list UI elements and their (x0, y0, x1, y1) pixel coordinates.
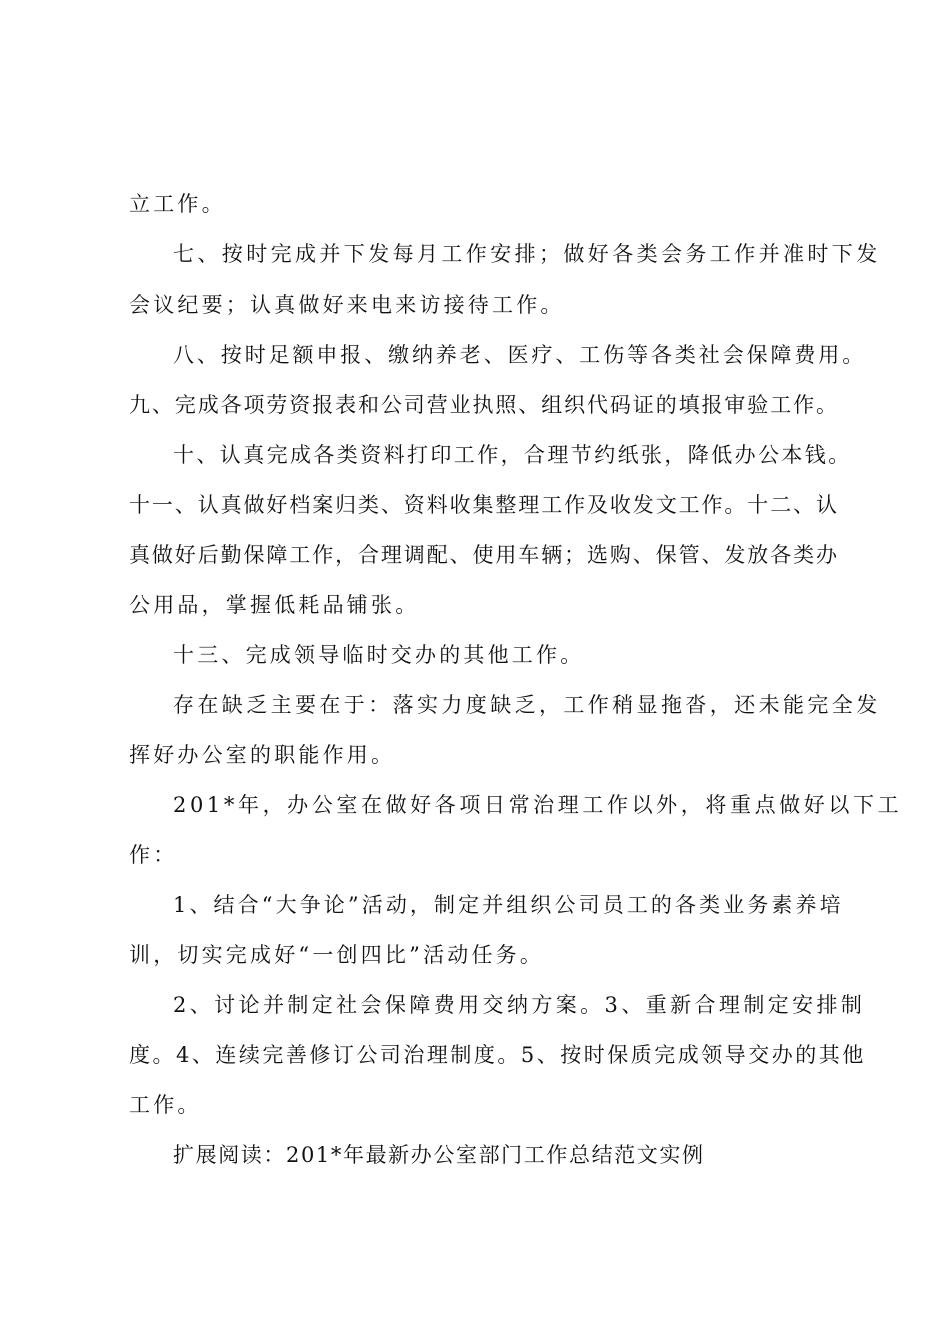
text-line: 1、结合“大争论”活动，制定并组织公司员工的各类业务素养培 (173, 893, 844, 917)
text-line: 作： (129, 843, 178, 867)
text-line: 七、按时完成并下发每月工作安排；做好各类会务工作并准时下发 (173, 242, 881, 266)
text-line: 扩展阅读：201*年最新办公室部门工作总结范文实例 (173, 1143, 705, 1167)
text-line: 八、按时足额申报、缴纳养老、医疗、工伤等各类社会保障费用。 (173, 343, 867, 367)
text-line: 十三、完成领导临时交办的其他工作。 (173, 643, 585, 667)
text-line: 立工作。 (129, 192, 226, 216)
text-line: 工作。 (129, 1093, 202, 1117)
text-line: 十、认真完成各类资料打印工作，合理节约纸张，降低办公本钱。 (173, 443, 852, 467)
text-line: 十一、认真做好档案归类、资料收集整理工作及收发文工作。十二、认 (129, 493, 839, 517)
text-line: 会议纪要；认真做好来电来访接待工作。 (129, 293, 565, 317)
text-line: 存在缺乏主要在于：落实力度缺乏，工作稍显拖沓，还未能完全发 (173, 693, 881, 717)
text-line: 真做好后勤保障工作，合理调配、使用车辆；选购、保管、发放各类办 (129, 543, 839, 567)
text-line: 挥好办公室的职能作用。 (129, 743, 396, 767)
text-line: 训，切实完成好“一创四比”活动任务。 (129, 943, 545, 967)
text-line: 201*年，办公室在做好各项日常治理工作以外，将重点做好以下工 (173, 793, 903, 817)
text-line: 度。4、连续完善修订公司治理制度。5、按时保质完成领导交办的其他 (129, 1043, 866, 1067)
text-line: 公用品，掌握低耗品铺张。 (129, 593, 420, 617)
text-line: 九、完成各项劳资报表和公司营业执照、组织代码证的填报审验工作。 (129, 393, 839, 417)
text-line: 2、讨论并制定社会保障费用交纳方案。3、重新合理制定安排制 (173, 993, 866, 1017)
